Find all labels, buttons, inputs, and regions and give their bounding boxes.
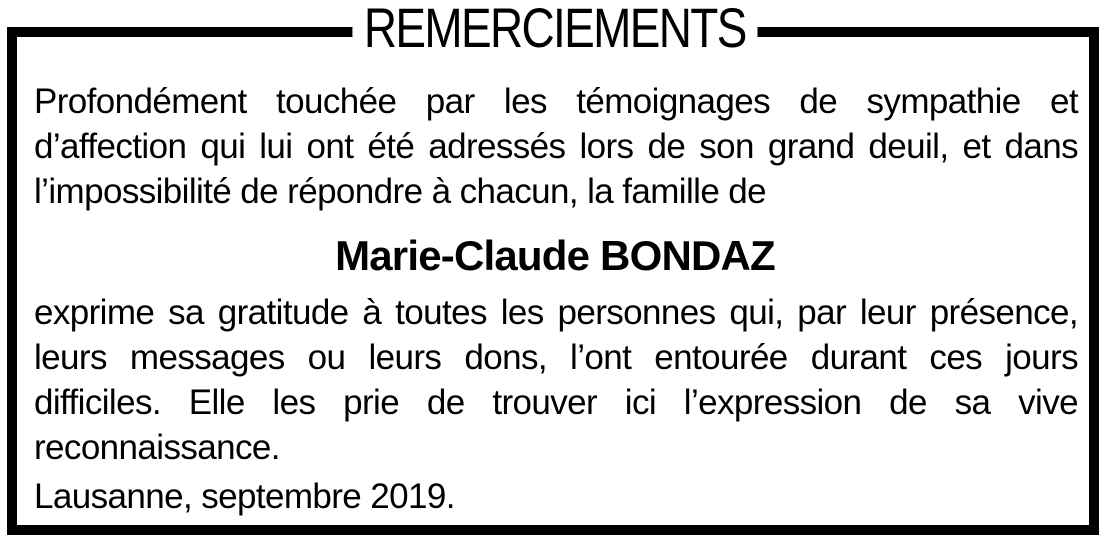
deceased-name: Marie-Claude BONDAZ: [335, 232, 775, 279]
intro-text: Profondément touchée par les témoignages de sympathie et d’affection qui lui ont été adressés lors de son grand deuil, et dans l’impossibilité de répondre à chacun, la famille de: [34, 82, 1078, 211]
gratitude-message: exprime sa gratitude à toutes les personnes qui, par leur présence, leurs messages ou leurs dons, l’ont entourée durant ces jours difficiles. Elle les prie de trouver ici l’expression de sa vive reconnaissance.: [34, 293, 1078, 467]
place-and-date: Lausanne, septembre 2019.: [34, 477, 455, 516]
notice-heading: REMERCIEMENTS: [353, 0, 758, 60]
